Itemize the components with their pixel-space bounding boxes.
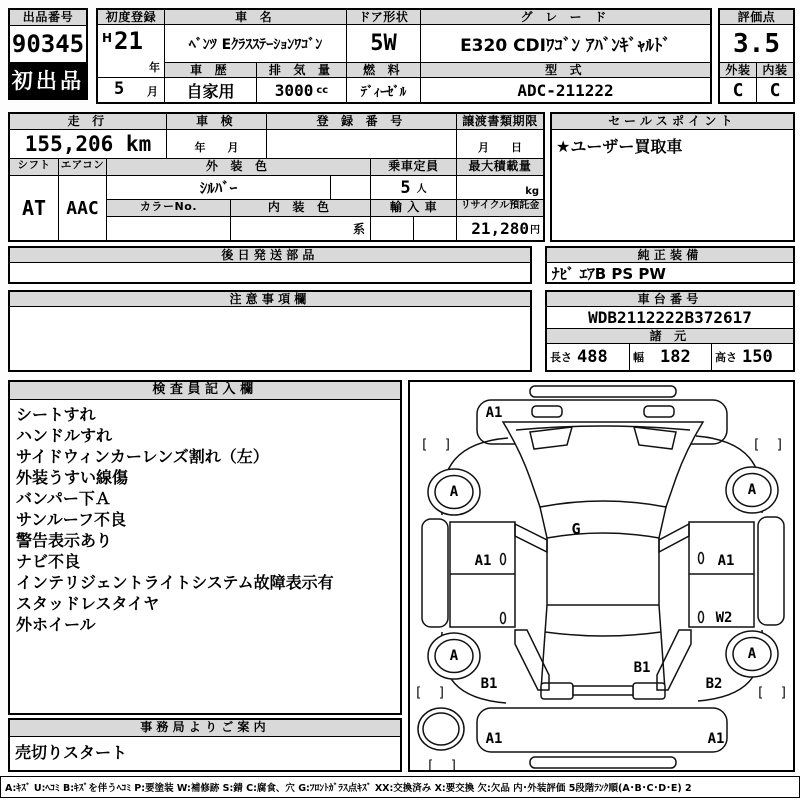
score-value: 3.5 [720,25,793,63]
capacity-label: 乗車定員 [370,159,456,176]
damage-marker-w2: W2 [715,610,733,626]
fuel-value: ﾃﾞｨｰｾﾞﾙ [346,78,420,102]
int-color-label: 内 装 色 [230,200,370,217]
max-load-cell [456,176,543,200]
damage-marker-a: A [747,482,757,498]
inspector-line: バンパー下Ａ [16,489,111,508]
damage-marker-a1: A1 [485,731,503,747]
reg-no-value [266,130,456,159]
later-parts-panel [8,246,532,284]
damage-marker-a1: A1 [717,553,735,569]
aircon-value: AAC [58,176,106,240]
damage-diagram [408,380,795,772]
max-load-unit: kg [525,186,539,197]
max-load-label: 最大積載量 [456,159,543,176]
corner-bracket-mark: [ ] [426,758,458,774]
sales-point-panel [550,112,795,242]
corner-bracket-mark: [ ] [414,685,446,701]
legend-text: A:ｷｽﾞ U:ﾍｺﾐ B:ｷｽﾞを伴うﾍｺﾐ P:要塗装 W:補修跡 S:錆 C:腐食、穴 G:ﾌﾛﾝﾄｶﾞﾗｽ点ｷｽﾞ XX:交換済み X:要交換 欠:欠品 内･外装評価 5段階ﾗﾝｸ順(A･B･C･D･E) 2 [5,783,692,794]
equipment-value: ﾅﾋﾞ ｴｱB PS PW [552,265,666,281]
shift-label: シフト [10,159,58,176]
inspector-line: シートすれ [16,405,96,424]
sales-point-value: ★ユーザー買取車 [556,137,683,156]
office-label: 事務局よりご案内 [10,720,400,737]
spec-length-label: 長さ [550,351,572,364]
inspector-lines [16,404,396,635]
inspector-line: 警告表示あり [16,531,113,550]
capacity-unit: 人 [416,184,427,195]
chassis-label: 車台番号 [547,292,793,307]
damage-marker-a: A [747,646,757,662]
damage-marker-a: A [449,648,459,664]
color-no-value [106,217,230,240]
first-listing-badge: 初出品 [10,62,86,98]
ext-color-label: 外 装 色 [106,159,370,176]
corner-bracket-mark: [ ] [752,437,784,453]
car-name-label: 車 名 [164,10,346,25]
spec-height-value: 150 [742,347,773,367]
interior-label: 内装 [756,63,793,78]
damage-marker-g: G [571,520,581,538]
grade-value: E320 CDIﾜｺﾞﾝ ｱﾊﾞﾝｷﾞｬﾙﾄﾞ [420,25,710,63]
spec-width-value: 182 [660,347,691,367]
damage-markers-layer [410,382,793,774]
office-panel [8,718,402,772]
displacement-unit: cc [316,84,329,96]
transfer-deadline-value: 月 日 [456,130,543,159]
notes-panel [8,290,532,372]
vehicle-header-grid [96,8,712,104]
specs-label: 諸 元 [547,329,793,344]
auction-number-value: 90345 [11,30,85,58]
recycle-amount: 21,280 [471,219,529,238]
spec-width-label: 幅 [633,351,644,364]
import-cell-2 [413,217,456,240]
shift-value: AT [21,196,47,220]
model-code-value: ADC-211222 [420,78,710,102]
month-unit: 月 [147,85,158,98]
damage-diagram-canvas [410,382,793,774]
transfer-deadline-label: 譲渡書類期限 [456,114,543,130]
notes-label: 注意事項欄 [10,292,530,307]
history-value: 自家用 [164,78,256,102]
exterior-grade: C [732,79,744,101]
import-label: 輸 入 車 [370,200,456,217]
mileage-value: 155,206 km [10,130,166,159]
spec-length-cell [547,344,629,370]
inspector-line: 外ホイール [16,615,96,634]
import-cell-1 [370,217,413,240]
int-color-suffix: 系 [352,222,365,236]
damage-marker-a1: A1 [707,731,725,747]
first-reg-month-cell [98,78,164,102]
displacement-number: 3000 [274,80,314,100]
inspector-line: サイドウィンカーレンズ割れ（左） [16,447,269,466]
notes-value [14,308,526,368]
damage-marker-b1: B1 [633,660,651,676]
ext-color-sub-cell [330,176,370,200]
first-reg-year-cell [98,25,164,78]
sales-point-label: セールスポイント [552,114,793,130]
recycle-label: リサイクル預託金 [456,200,543,217]
capacity-value-cell [370,176,456,200]
first-reg-label: 初度登録 [98,10,164,25]
history-label: 車 歴 [164,63,256,78]
inspector-line: ハンドルすれ [16,426,113,445]
recycle-cell [456,217,543,240]
spec-length-value: 488 [577,347,608,367]
later-parts-label: 後日発送部品 [10,248,530,263]
spec-width-cell [629,344,711,370]
recycle-unit: 円 [530,225,540,236]
color-no-label: カラーNo. [106,200,230,217]
reg-month: 5 [114,79,125,99]
spec-height-cell [711,344,793,370]
shaken-value: 年 月 [166,130,266,159]
chassis-panel [545,290,795,372]
aircon-label: エアコン [58,159,106,176]
office-value: 売切りスタート [15,743,128,762]
equipment-label: 純正装備 [547,248,793,263]
reg-no-label: 登 録 番 号 [266,114,456,130]
exterior-label: 外装 [720,63,756,78]
damage-marker-b2: B2 [705,676,723,692]
door-shape-label: ドア形状 [346,10,420,25]
damage-marker-a: A [449,484,459,500]
capacity-number: 5 [400,177,411,198]
inspector-line: ナビ不良 [16,552,81,571]
legend-bar [0,776,800,798]
mileage-label: 走 行 [10,114,166,130]
era-letter: H [102,31,113,45]
corner-bracket-mark: [ ] [420,437,452,453]
grade-label: グ レ ー ド [420,10,710,25]
spec-height-label: 高さ [715,351,737,364]
inspector-line: 外装うすい線傷 [16,468,129,487]
shaken-label: 車 検 [166,114,266,130]
corner-bracket-mark: [ ] [756,685,788,701]
ext-color-value: ｼﾙﾊﾞｰ [106,176,330,200]
model-code-label: 型 式 [420,63,710,78]
equipment-panel [545,246,795,284]
displacement-value [256,78,346,102]
details-grid [8,112,545,242]
inspector-label: 検査員記入欄 [10,382,400,400]
damage-marker-a1: A1 [485,405,503,421]
later-parts-value [14,264,526,280]
year-unit: 年 [149,61,160,74]
score-panel [718,8,795,104]
reg-year: 21 [114,27,143,55]
door-shape-value: 5W [346,25,420,63]
inspector-line: サンルーフ不良 [16,510,127,529]
inspector-line: インテリジェントライトシステム故障表示有 [16,573,334,592]
inspector-panel [8,380,402,715]
int-color-cell [230,217,370,240]
score-label: 評価点 [720,10,793,25]
displacement-label: 排 気 量 [256,63,346,78]
auction-number-label: 出品番号 [10,10,86,26]
interior-grade: C [756,78,793,102]
inspector-line: スタッドレスタイヤ [16,594,160,613]
car-name-value: ﾍﾞﾝﾂ Eｸﾗｽｽﾃｰｼｮﾝﾜｺﾞﾝ [164,25,346,63]
damage-marker-a1: A1 [474,553,492,569]
auction-number-panel [8,8,88,100]
chassis-value: WDB2112222B372617 [547,307,793,329]
damage-marker-b1: B1 [480,676,498,692]
fuel-label: 燃 料 [346,63,420,78]
